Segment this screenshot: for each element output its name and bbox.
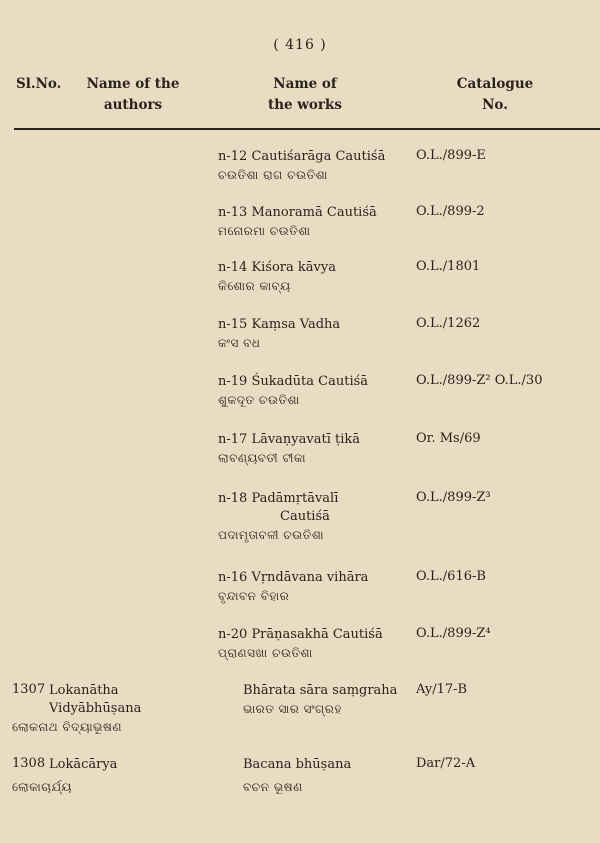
work-odia-title: ଲାବଣ୍ୟବତୀ ଟୀକା — [218, 451, 307, 465]
header-authors-line2: authors — [103, 97, 163, 113]
work-entry — [218, 204, 377, 240]
work-entry — [243, 682, 397, 718]
work-entry — [218, 373, 368, 409]
header-authors — [78, 74, 188, 116]
catalogue-number: Or. Ms/69 — [416, 431, 481, 446]
work-odia-title: ବଚନ ଭୂଷଣ — [243, 780, 303, 794]
work-title: n-17 Lāvaṇyavatī ṭikā — [218, 432, 361, 447]
catalogue-number: O.L./899-Z⁴ — [416, 626, 491, 641]
work-entry — [218, 259, 336, 295]
work-odia-title: କିଶୋର କାବ୍ୟ — [218, 279, 291, 293]
serial-number: 1307 — [12, 682, 46, 697]
work-title: n-14 Kiśora kāvya — [218, 260, 336, 275]
header-works — [250, 74, 360, 116]
header-catalogue-line2: No. — [482, 97, 508, 113]
work-odia-title: ମନୋରମା ଚଉତିଶା — [218, 224, 311, 238]
catalogue-number: O.L./1262 — [416, 316, 481, 331]
catalogue-number: Dar/72-A — [416, 756, 476, 771]
work-title: n-13 Manoramā Cautiśā — [218, 205, 377, 220]
catalogue-number: O.L./616-B — [416, 569, 486, 584]
catalogue-number: O.L./899-2 — [416, 204, 485, 219]
author-name-continued: Vidyābhūṣana — [49, 701, 142, 716]
work-odia-title: କଂସ ବଧ — [218, 336, 261, 350]
work-entry — [218, 626, 383, 662]
work-title: n-20 Prāṇasakhā Cautiśā — [218, 627, 383, 642]
catalogue-number: Ay/17-B — [416, 682, 468, 697]
work-entry — [218, 431, 360, 467]
work-odia-title: ପଦାମୃତାବଳୀ ଚଉତିଶା — [218, 528, 325, 542]
work-title: n-18 Padāmṛtāvalī — [218, 491, 339, 506]
work-title: n-16 Vṛndāvana vihāra — [218, 570, 369, 585]
catalogue-number: O.L./899-Z² O.L./30 — [416, 373, 543, 388]
header-catalogue — [440, 74, 550, 116]
work-odia-title: ଭାରତ ସାର ସଂଗ୍ରହ — [243, 702, 342, 716]
header-catalogue-line1: Catalogue — [456, 76, 534, 92]
header-authors-line1: Name of the — [86, 76, 180, 92]
catalogue-number: O.L./1801 — [416, 259, 481, 274]
work-odia-title: ଶୁକଦୂତ ଚଉତିଶା — [218, 393, 300, 407]
author-name: Lokācārya — [49, 757, 118, 772]
author-name: Lokanātha — [49, 683, 119, 698]
serial-number: 1308 — [12, 756, 46, 771]
work-title: n-12 Cautiśarāga Cautiśā — [218, 149, 386, 164]
work-entry — [218, 569, 368, 605]
catalogue-number: O.L./899-Z³ — [416, 490, 491, 505]
work-title: Bacana bhūṣana — [243, 757, 352, 772]
work-entry — [218, 490, 338, 544]
work-odia-title: ପ୍ରାଣସଖା ଚଉତିଶା — [218, 646, 313, 660]
work-title: n-19 Śukadūta Cautiśā — [218, 374, 369, 389]
header-sl-no: Sl.No. — [16, 76, 62, 92]
work-entry — [218, 316, 340, 352]
header-works-line2: the works — [267, 97, 343, 113]
author-odia-name: ଲୋକାଚାର୍ଯ୍ୟ — [12, 780, 72, 794]
work-entry — [243, 756, 351, 796]
catalogue-number: O.L./899-E — [416, 148, 486, 163]
work-odia-title: ବୃନ୍ଦାବନ ବିହାର — [218, 589, 290, 603]
page-number: ( 416 ) — [273, 37, 327, 53]
work-entry — [218, 148, 385, 184]
work-title-continued: Cautiśā — [280, 509, 330, 524]
header-works-line1: Name of — [273, 76, 337, 92]
work-odia-title: ଚଉତିଶା ରାଗ ଚଉତିଶା — [218, 168, 328, 182]
header-rule — [14, 128, 600, 130]
work-title: n-15 Kaṃsa Vadha — [218, 317, 341, 332]
author-odia-name: ଲୋକନାଥ ବିଦ୍ୟାଭୂଷଣ — [12, 720, 122, 734]
work-title: Bhārata sāra saṃgraha — [243, 683, 398, 698]
